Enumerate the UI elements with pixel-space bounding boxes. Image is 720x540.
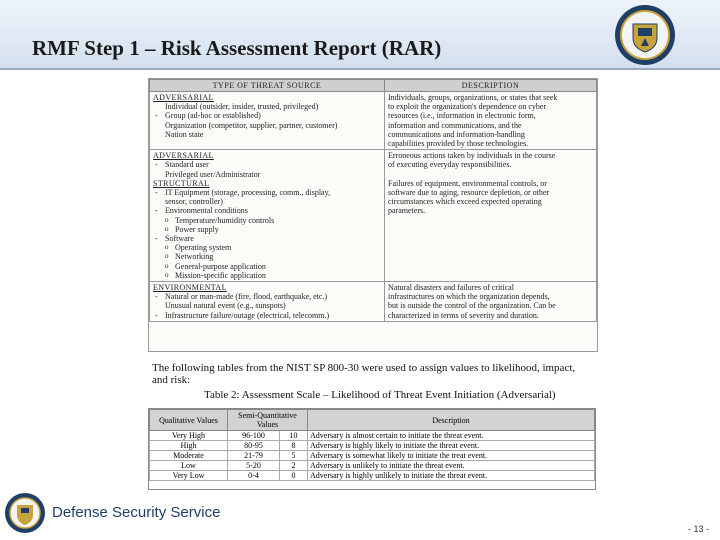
- header-divider: [0, 68, 720, 70]
- range-value-cell: 96-100: [228, 431, 280, 441]
- range-value-cell: 5-20: [228, 461, 280, 471]
- threat-description-line: parameters.: [388, 206, 426, 216]
- threat-description-line: Individuals, groups, organizations, or states that seek: [388, 93, 558, 102]
- likelihood-scale-table: [149, 409, 595, 481]
- threat-description-line: but is outside the control of the organization. Can be: [388, 301, 556, 311]
- threat-source-line: STRUCTURAL: [153, 178, 210, 188]
- scale-row: [150, 461, 595, 471]
- agency-seal-icon: [614, 4, 676, 66]
- threat-source-line: ENVIRONMENTAL: [153, 283, 227, 293]
- qualitative-value-cell: Low: [150, 461, 228, 471]
- threat-description-line: capabilities provided by those technologies.: [388, 139, 529, 149]
- threat-description-line: Natural disasters and failures of critical: [388, 283, 514, 293]
- qualitative-value-cell: High: [150, 441, 228, 451]
- likelihood-description-cell: Adversary is highly unlikely to initiate the threat event.: [308, 471, 595, 481]
- dss-seal-icon: [4, 492, 46, 534]
- threat-description-line: to exploit the organization's dependence on cyber: [388, 102, 547, 112]
- threat-source-line: o General-purpose application: [153, 262, 381, 271]
- page-number: - 13 -: [688, 524, 710, 534]
- score-value-cell: 2: [280, 461, 308, 471]
- threat-description-line: communications and information-handling: [388, 129, 525, 139]
- threat-source-line: - IT Equipment (storage, processing, comm., display,: [153, 188, 381, 197]
- threat-source-line: o Networking: [153, 252, 381, 261]
- threat-row: [150, 282, 597, 322]
- threat-source-line: o Mission-specific application: [153, 271, 381, 280]
- threat-description-line: infrastructures on which the organization depends,: [388, 292, 550, 302]
- threat-description-line: resources (i.e., information in electronic form,: [388, 111, 536, 121]
- threat-source-line: - Group (ad-hoc or established): [153, 111, 381, 120]
- threat-description-line: characterized in terms of severity and duration.: [388, 310, 539, 320]
- scale-row: [150, 471, 595, 481]
- description-header: DESCRIPTION: [385, 80, 597, 92]
- threat-source-cell: [150, 150, 385, 282]
- scale-row: [150, 451, 595, 461]
- range-value-cell: 0-4: [228, 471, 280, 481]
- likelihood-description-cell: Adversary is almost certain to initiate the threat event.: [308, 431, 595, 441]
- threat-source-line: ADVERSARIAL: [153, 151, 214, 161]
- threat-description-line: information and communications, and the: [388, 120, 522, 130]
- likelihood-description-cell: Adversary is unlikely to initiate the threat event.: [308, 461, 595, 471]
- threat-source-line: sensor, controller): [165, 197, 223, 207]
- threat-source-line: o Operating system: [153, 243, 381, 252]
- threat-source-line: Privileged user/Administrator: [165, 169, 261, 179]
- threat-source-document: [148, 78, 598, 352]
- threat-source-header: TYPE OF THREAT SOURCE: [150, 80, 385, 92]
- threat-source-cell: [150, 282, 385, 322]
- threat-row: [150, 150, 597, 282]
- qualitative-value-cell: Moderate: [150, 451, 228, 461]
- threat-source-line: o Power supply: [153, 225, 381, 234]
- threat-description-line: Failures of equipment, environmental controls, or: [388, 178, 547, 188]
- score-value-cell: 8: [280, 441, 308, 451]
- threat-row: [150, 92, 597, 150]
- scale-row: [150, 441, 595, 451]
- qualitative-value-cell: Very Low: [150, 471, 228, 481]
- threat-source-line: - Natural or man-made (fire, flood, earthquake, etc.): [153, 292, 381, 301]
- threat-description-cell: [385, 282, 597, 322]
- slide-title: RMF Step 1 – Risk Assessment Report (RAR): [32, 36, 442, 60]
- threat-source-line: Individual (outsider, insider, trusted, privileged): [165, 102, 319, 112]
- qualitative-header: Qualitative Values: [150, 410, 228, 431]
- threat-source-table: [149, 79, 597, 322]
- scale-row: [150, 431, 595, 441]
- range-value-cell: 21-79: [228, 451, 280, 461]
- threat-description-line: [388, 170, 593, 179]
- score-value-cell: 0: [280, 471, 308, 481]
- threat-source-cell: [150, 92, 385, 150]
- range-value-cell: 80-95: [228, 441, 280, 451]
- threat-description-line: of executing everyday responsibilities.: [388, 160, 512, 170]
- likelihood-scale-document: [148, 408, 596, 490]
- threat-description-cell: [385, 92, 597, 150]
- body-paragraph: The following tables from the NIST SP 800-30 were used to assign values to likelihood, impact, and risk:: [152, 362, 576, 386]
- threat-source-line: Unusual natural event (e.g., sunspots): [165, 301, 286, 311]
- threat-description-cell: [385, 150, 597, 282]
- threat-source-line: - Infrastructure failure/outage (electrical, telecomm.): [153, 311, 381, 320]
- likelihood-description-cell: Adversary is highly likely to initiate the threat event.: [308, 441, 595, 451]
- threat-source-line: Nation state: [165, 129, 204, 139]
- threat-description-line: Erroneous actions taken by individuals in the course: [388, 151, 556, 161]
- likelihood-description-cell: Adversary is somewhat likely to initiate the treat event.: [308, 451, 595, 461]
- semi-quantitative-header: Semi-Quantitative Values: [228, 410, 308, 431]
- scale-description-header: Description: [308, 410, 595, 431]
- scale-table-caption: Table 2: Assessment Scale – Likelihood of Threat Event Initiation (Adversarial): [204, 389, 556, 401]
- footer-brand: Defense Security Service: [52, 504, 221, 521]
- threat-source-line: o Temperature/humidity controls: [153, 216, 381, 225]
- threat-source-line: Organization (competitor, supplier, partner, customer): [165, 120, 338, 130]
- qualitative-value-cell: Very High: [150, 431, 228, 441]
- threat-description-line: circumstances which exceed expected operating: [388, 197, 542, 207]
- score-value-cell: 10: [280, 431, 308, 441]
- score-value-cell: 5: [280, 451, 308, 461]
- threat-source-line: - Standard user: [153, 160, 381, 169]
- threat-description-line: software due to aging, resource depletion, or other: [388, 188, 550, 198]
- threat-source-line: - Software: [153, 234, 381, 243]
- threat-source-line: - Environmental conditions: [153, 206, 381, 215]
- threat-source-line: ADVERSARIAL: [153, 93, 214, 102]
